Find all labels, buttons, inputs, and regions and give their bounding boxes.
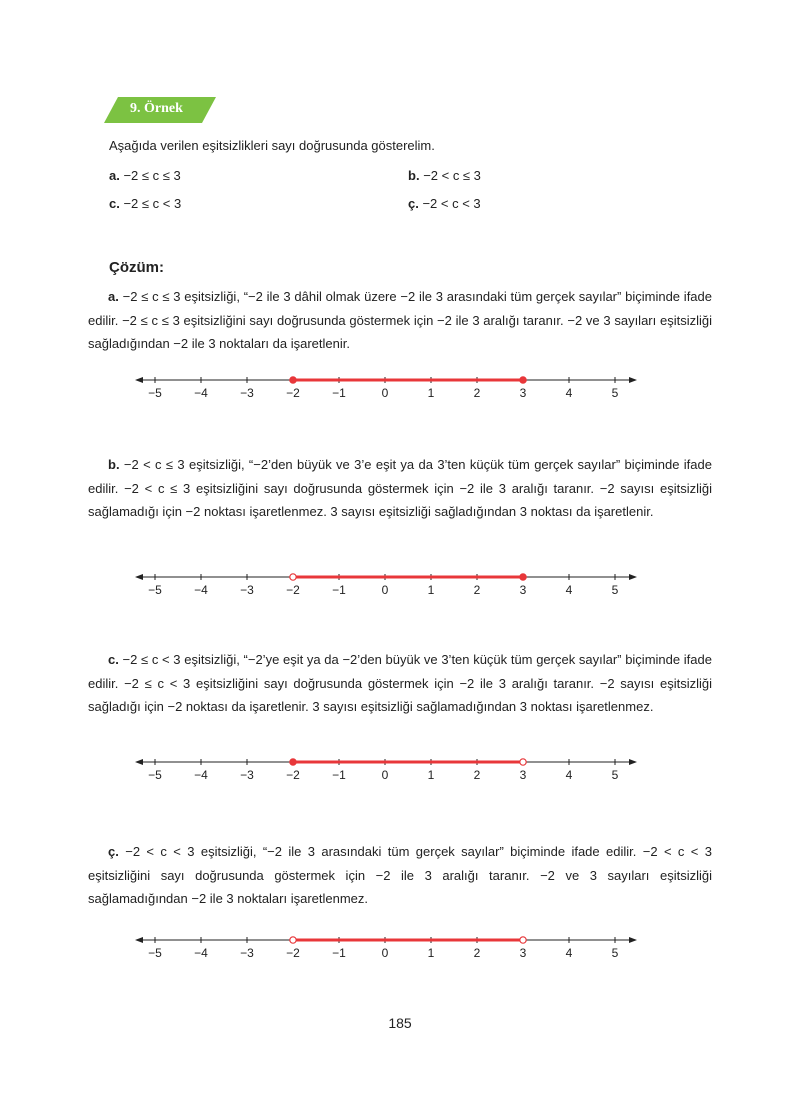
tick-label: 4 bbox=[565, 386, 573, 400]
number-line-a bbox=[130, 374, 640, 402]
solution-text: −2 < c ≤ 3 eşitsizliği, “−2’den büyük ve 3’e eşit ya da 3’ten küçük tüm gerçek sayılar” biçiminde ifade edilir. −2 < c ≤ 3 eşitsizliğini sayı doğrusunda göstermek için −2 ile 3 aralığı taranır. −2 sayısı eşitsizliği sağlamadığı için −2 noktası işaretlenmez. 3 sayısı eşitsizliği sağladığından 3 noktası da işaretlenir. bbox=[88, 457, 712, 519]
tick-label: 3 bbox=[519, 386, 527, 400]
closed-endpoint bbox=[520, 377, 526, 383]
right-arrow-icon bbox=[629, 377, 637, 383]
tick-label: −4 bbox=[194, 768, 208, 782]
tick-label: −2 bbox=[286, 386, 300, 400]
number-line-svg bbox=[130, 756, 640, 784]
tick-label: −4 bbox=[194, 946, 208, 960]
tick-label: 0 bbox=[381, 946, 389, 960]
number-line-svg bbox=[130, 571, 640, 599]
tick-label: −1 bbox=[332, 386, 346, 400]
tick-label: 1 bbox=[427, 583, 435, 597]
exercise-expr: −2 ≤ c ≤ 3 bbox=[123, 168, 181, 183]
tick-label: −1 bbox=[332, 946, 346, 960]
exercise-label: ç. bbox=[408, 196, 419, 211]
tick-label: −3 bbox=[240, 583, 254, 597]
exercise-expr: −2 ≤ c < 3 bbox=[123, 196, 182, 211]
solution-a bbox=[88, 285, 712, 356]
tick-label: 5 bbox=[611, 583, 619, 597]
closed-endpoint bbox=[520, 574, 526, 580]
tick-label: 1 bbox=[427, 768, 435, 782]
tick-label: 2 bbox=[473, 768, 481, 782]
exercise-c bbox=[109, 196, 181, 211]
badge-label: 9. Örnek bbox=[130, 101, 183, 116]
solution-b bbox=[88, 453, 712, 524]
example-badge bbox=[104, 97, 216, 123]
left-arrow-icon bbox=[135, 759, 143, 765]
tick-label: 2 bbox=[473, 583, 481, 597]
open-endpoint bbox=[290, 937, 296, 943]
tick-label: 0 bbox=[381, 583, 389, 597]
number-line-b bbox=[130, 571, 640, 599]
tick-label: 5 bbox=[611, 386, 619, 400]
right-arrow-icon bbox=[629, 937, 637, 943]
exercise-b bbox=[408, 168, 481, 183]
left-arrow-icon bbox=[135, 937, 143, 943]
left-arrow-icon bbox=[135, 377, 143, 383]
right-arrow-icon bbox=[629, 574, 637, 580]
closed-endpoint bbox=[290, 377, 296, 383]
right-arrow-icon bbox=[629, 759, 637, 765]
open-endpoint bbox=[520, 759, 526, 765]
closed-endpoint bbox=[290, 759, 296, 765]
solution-label: c. bbox=[108, 652, 119, 667]
solution-text: −2 < c < 3 eşitsizliği, “−2 ile 3 arasındaki tüm gerçek sayılar” biçiminde ifade edilir. −2 < c < 3 eşitsizliğini sayı doğrusunda göstermek için −2 ile 3 aralığı taranır. −2 ve 3 sayıları eşitsizliği sağlamadığından −2 ile 3 noktaları işaretlenmez. bbox=[88, 844, 712, 906]
tick-label: 2 bbox=[473, 946, 481, 960]
tick-label: 1 bbox=[427, 386, 435, 400]
tick-label: −5 bbox=[148, 583, 162, 597]
tick-label: −4 bbox=[194, 386, 208, 400]
page-number: 185 bbox=[388, 1015, 412, 1031]
solution-label: a. bbox=[108, 289, 119, 304]
number-line-c bbox=[130, 756, 640, 784]
open-endpoint bbox=[520, 937, 526, 943]
exercise-label: a. bbox=[109, 168, 120, 183]
intro-text: Aşağıda verilen eşitsizlikleri sayı doğrusunda gösterelim. bbox=[109, 138, 435, 153]
number-line-svg bbox=[130, 374, 640, 402]
tick-label: 4 bbox=[565, 768, 573, 782]
tick-label: −2 bbox=[286, 583, 300, 597]
solution-text: −2 ≤ c < 3 eşitsizliği, “−2’ye eşit ya da −2’den büyük ve 3’ten küçük tüm gerçek sayılar” biçiminde ifade edilir. −2 ≤ c < 3 eşitsizliğini sayı doğrusunda göstermek için −2 ile 3 aralığı taranır. −2 sayısı eşitsizliği sağladığı için −2 noktası da işaretlenir. 3 sayısı eşitsizliği sağlamadığından 3 noktası işaretlenmez. bbox=[88, 652, 712, 714]
tick-label: 3 bbox=[519, 768, 527, 782]
left-arrow-icon bbox=[135, 574, 143, 580]
exercise-label: c. bbox=[109, 196, 120, 211]
solution-label: b. bbox=[108, 457, 120, 472]
exercise-expr: −2 < c ≤ 3 bbox=[423, 168, 481, 183]
solution-cc bbox=[88, 840, 712, 911]
tick-label: 4 bbox=[565, 583, 573, 597]
tick-label: −3 bbox=[240, 386, 254, 400]
tick-label: −3 bbox=[240, 768, 254, 782]
tick-label: 1 bbox=[427, 946, 435, 960]
tick-label: −5 bbox=[148, 768, 162, 782]
tick-label: −1 bbox=[332, 768, 346, 782]
tick-label: 5 bbox=[611, 768, 619, 782]
solution-title: Çözüm: bbox=[109, 259, 164, 276]
open-endpoint bbox=[290, 574, 296, 580]
solution-text: −2 ≤ c ≤ 3 eşitsizliği, “−2 ile 3 dâhil olmak üzere −2 ile 3 arasındaki tüm gerçek sayılar” biçiminde ifade edilir. −2 ≤ c ≤ 3 eşitsizliğini sayı doğrusunda göstermek için −2 ile 3 aralığı taranır. −2 ve 3 sayıları eşitsizliği sağladığından −2 ile 3 noktaları da işaretlenir. bbox=[88, 289, 712, 351]
tick-label: −2 bbox=[286, 768, 300, 782]
tick-label: 0 bbox=[381, 386, 389, 400]
exercise-a bbox=[109, 168, 181, 183]
solution-c bbox=[88, 648, 712, 719]
tick-label: −2 bbox=[286, 946, 300, 960]
tick-label: 2 bbox=[473, 386, 481, 400]
tick-label: −1 bbox=[332, 583, 346, 597]
tick-label: −5 bbox=[148, 386, 162, 400]
number-line-cc bbox=[130, 934, 640, 962]
exercise-label: b. bbox=[408, 168, 420, 183]
tick-label: 0 bbox=[381, 768, 389, 782]
tick-label: 3 bbox=[519, 946, 527, 960]
tick-label: 5 bbox=[611, 946, 619, 960]
exercise-expr: −2 < c < 3 bbox=[422, 196, 481, 211]
tick-label: 4 bbox=[565, 946, 573, 960]
number-line-svg bbox=[130, 934, 640, 962]
tick-label: −4 bbox=[194, 583, 208, 597]
tick-label: 3 bbox=[519, 583, 527, 597]
tick-label: −5 bbox=[148, 946, 162, 960]
solution-label: ç. bbox=[108, 844, 119, 859]
exercise-cc bbox=[408, 196, 481, 211]
tick-label: −3 bbox=[240, 946, 254, 960]
